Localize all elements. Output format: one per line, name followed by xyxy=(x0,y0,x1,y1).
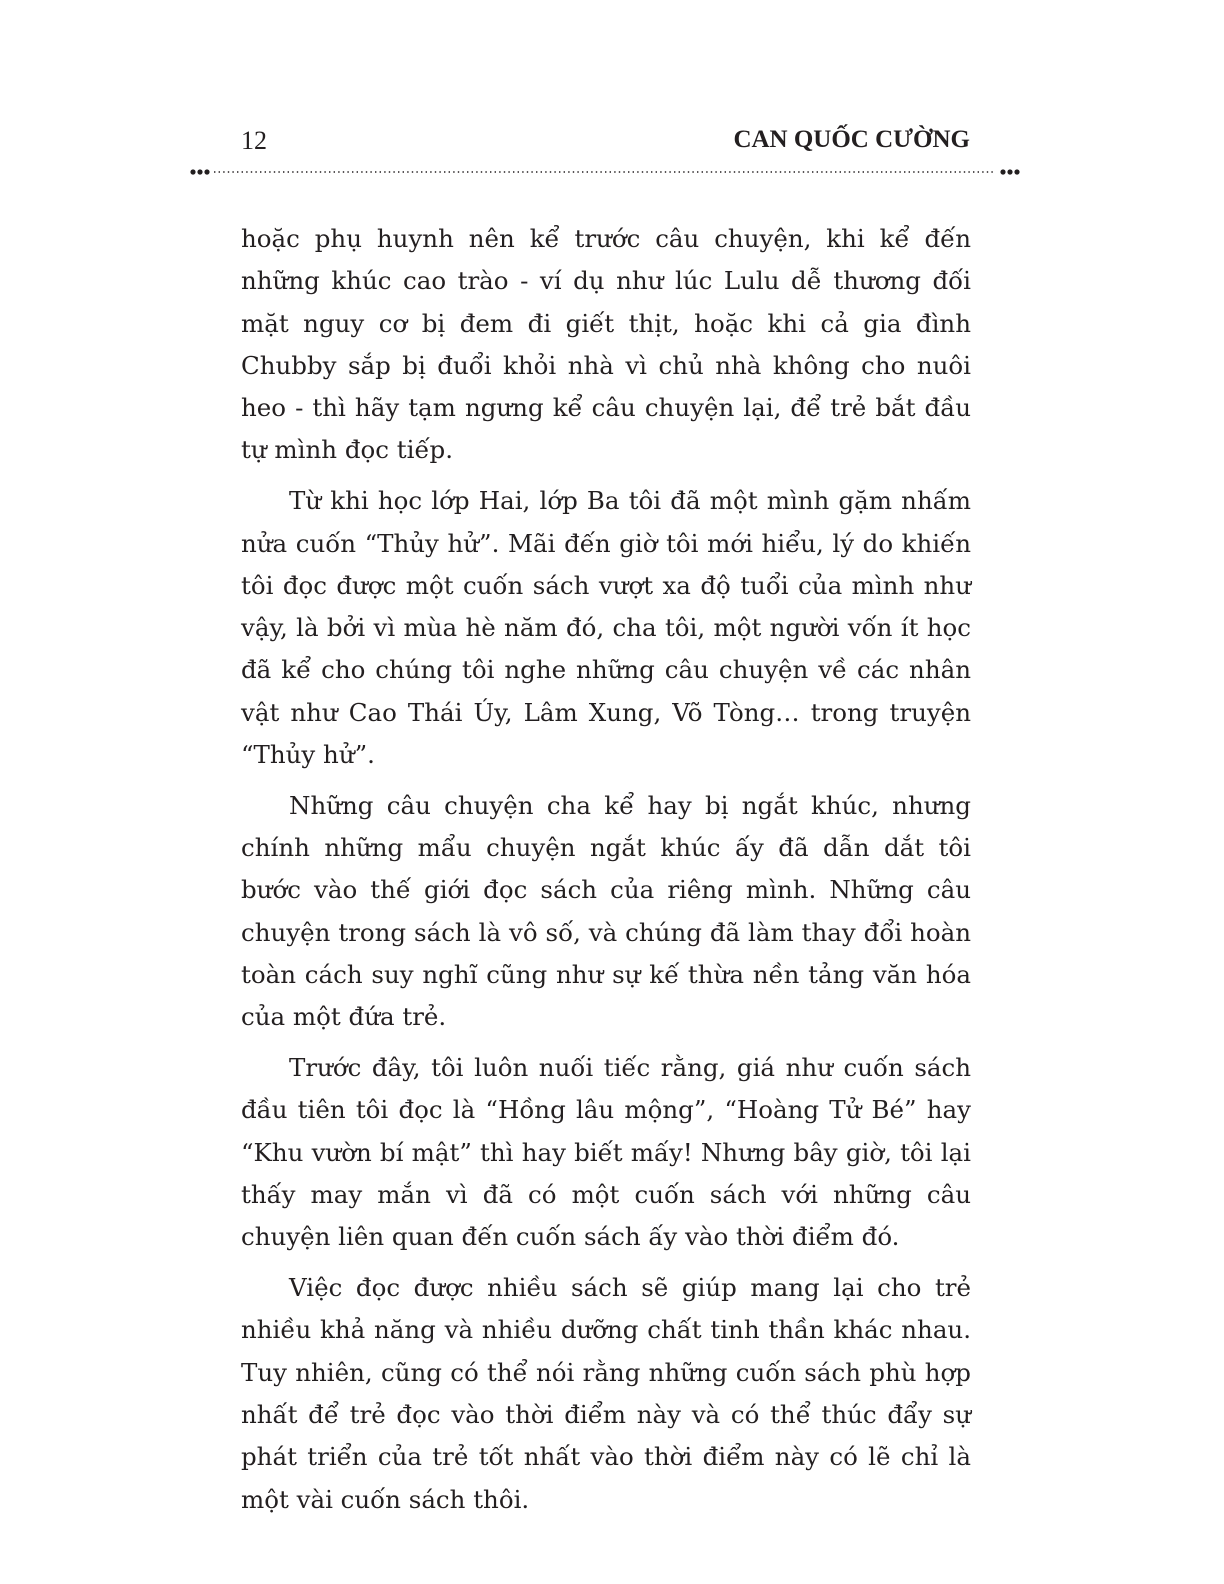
body-text xyxy=(241,218,971,1529)
paragraph: Trước đây, tôi luôn nuối tiếc rằng, giá như cuốn sách đầu tiên tôi đọc là “Hồng lâu mộng”, “Hoàng Tử Bé” hay “Khu vườn bí mật” thì hay biết mấy! Nhưng bây giờ, tôi lại thấy may mắn vì đã có một cuốn sách với những câu chuyện liên quan đến cuốn sách ấy vào thời điểm đó. xyxy=(241,1053,971,1252)
paragraph: Những câu chuyện cha kể hay bị ngắt khúc, nhưng chính những mẩu chuyện ngắt khúc ấy đã dẫn dắt tôi bước vào thế giới đọc sách của riêng mình. Những câu chuyện trong sách là vô số, và chúng đã làm thay đổi hoàn toàn cách suy nghĩ cũng như sự kế thừa nền tảng văn hóa của một đứa trẻ. xyxy=(241,790,971,1032)
paragraph: Từ khi học lớp Hai, lớp Ba tôi đã một mình gặm nhấm nửa cuốn “Thủy hử”. Mãi đến giờ tôi mới hiểu, lý do khiến tôi đọc được một cuốn sách vượt xa độ tuổi của mình như vậy, là bởi vì mùa hè năm đó, cha tôi, một người vốn ít học đã kể cho chúng tôi nghe những câu chuyện về các nhân vật như Cao Thái Úy, Lâm Xung, Võ Tòng… trong truyện “Thủy hử”. xyxy=(241,486,971,770)
paragraph: hoặc phụ huynh nên kể trước câu chuyện, khi kể đến những khúc cao trào - ví dụ như lúc Lulu dễ thương đối mặt nguy cơ bị đem đi giết thịt, hoặc khi cả gia đình Chubby sắp bị đuổi khỏi nhà vì chủ nhà không cho nuôi heo - thì hãy tạm ngưng kể câu chuyện lại, để trẻ bắt đầu tự mình đọc tiếp. xyxy=(241,224,971,465)
running-head: CAN QUỐC CƯỜNG xyxy=(733,126,970,153)
paragraph: Việc đọc được nhiều sách sẽ giúp mang lại cho trẻ nhiều khả năng và nhiều dưỡng chất tinh thần khác nhau. Tuy nhiên, cũng có thể nói rằng những cuốn sách phù hợp nhất để trẻ đọc vào thời điểm này và có thể thúc đẩy sự phát triển của trẻ tốt nhất vào thời điểm này có lẽ chỉ là một vài cuốn sách thôi. xyxy=(241,1273,971,1514)
header-dotted-rule xyxy=(190,169,1020,175)
page-number: 12 xyxy=(241,126,267,155)
